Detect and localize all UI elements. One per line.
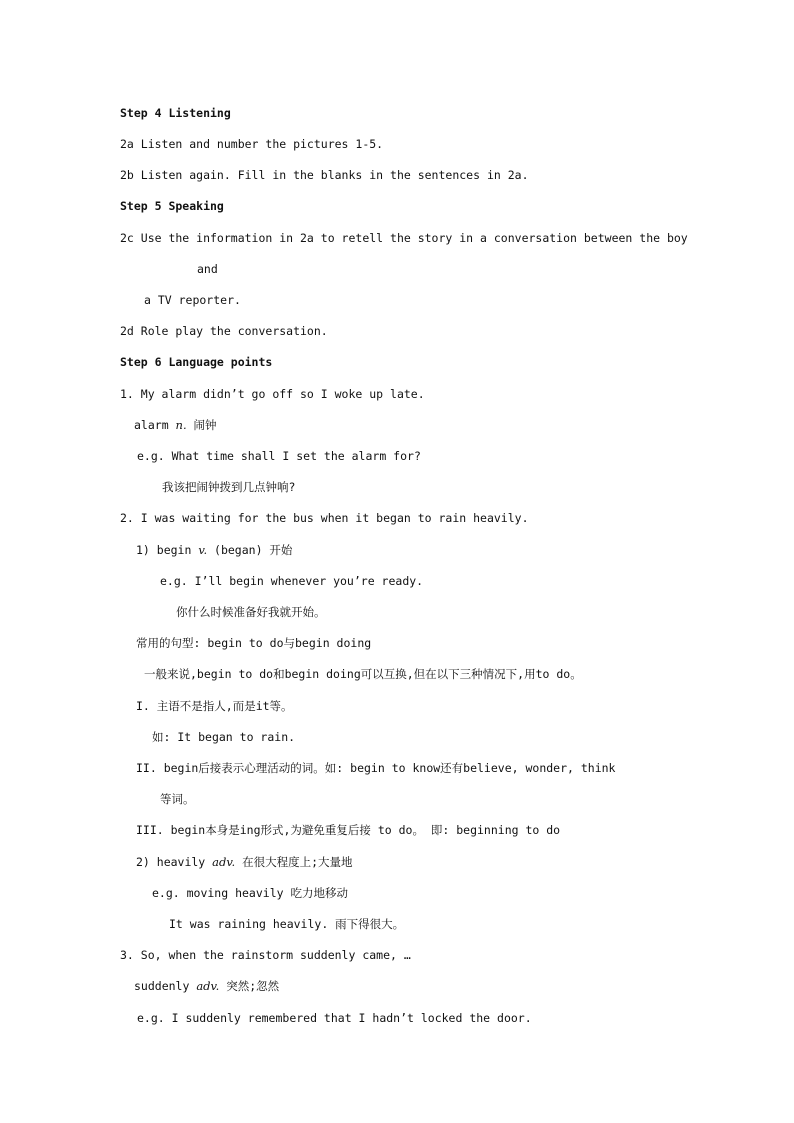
example-line: e.g. I’ll begin whenever you’re ready. — [160, 574, 424, 588]
vocab-line-heavily — [136, 854, 353, 870]
example-line: e.g. What time shall I set the alarm for? — [137, 449, 421, 463]
text-line: 2d Role play the conversation. — [120, 324, 328, 338]
heading-step4: Step 4 Listening — [120, 106, 231, 120]
heading-step6: Step 6 Language points — [120, 355, 273, 369]
text-line: 2c Use the information in 2a to retell the story in a conversation between the boy — [120, 231, 688, 245]
text-line: II. begin后接表示心理活动的词。如: begin to know还有believe, wonder, think — [136, 761, 616, 775]
example-line: It was raining heavily. 雨下得很大。 — [169, 917, 405, 931]
text-line: 等词。 — [160, 792, 195, 806]
word: 1) begin — [136, 543, 199, 557]
text-line: 2a Listen and number the pictures 1-5. — [120, 137, 384, 151]
part-of-speech: adv. — [196, 979, 220, 993]
vocab-line-alarm — [134, 417, 217, 433]
part-of-speech: n. — [175, 418, 187, 432]
translation-line: 我该把闹钟拨到几点钟响? — [162, 480, 296, 494]
text-line: a TV reporter. — [144, 293, 241, 307]
translation-line: 你什么时候准备好我就开始。 — [176, 605, 326, 619]
meaning: 闹钟 — [186, 418, 217, 432]
heading-step5: Step 5 Speaking — [120, 199, 224, 213]
vocab-line-begin — [136, 542, 292, 558]
meaning: 突然;忽然 — [219, 979, 280, 993]
text-line: and — [197, 262, 218, 276]
word: alarm — [134, 418, 176, 432]
text-line: 如: It began to rain. — [152, 730, 296, 744]
word: 2) heavily — [136, 855, 213, 869]
part-of-speech: adv. — [212, 855, 236, 869]
text-line: 1. My alarm didn’t go off so I woke up late. — [120, 387, 425, 401]
meaning: 在很大程度上;大量地 — [235, 855, 353, 869]
text-line: 一般来说,begin to do和begin doing可以互换,但在以下三种情况下,用to do。 — [144, 667, 582, 681]
vocab-line-suddenly — [134, 978, 279, 994]
part-of-speech: v. — [198, 543, 208, 557]
text-line: III. begin本身是ing形式,为避免重复后接 to do。 即: beginning to do — [136, 823, 561, 837]
text-line: 2b Listen again. Fill in the blanks in the sentences in 2a. — [120, 168, 529, 182]
text-line: I. 主语不是指人,而是it等。 — [136, 699, 293, 713]
example-line: e.g. moving heavily 吃力地移动 — [152, 886, 348, 900]
text-line: 常用的句型: begin to do与begin doing — [136, 636, 372, 650]
meaning: (began) 开始 — [207, 543, 293, 557]
example-line: e.g. I suddenly remembered that I hadn’t locked the door. — [137, 1011, 532, 1025]
word: suddenly — [134, 979, 197, 993]
text-line: 2. I was waiting for the bus when it began to rain heavily. — [120, 511, 529, 525]
text-line: 3. So, when the rainstorm suddenly came, … — [120, 948, 411, 962]
